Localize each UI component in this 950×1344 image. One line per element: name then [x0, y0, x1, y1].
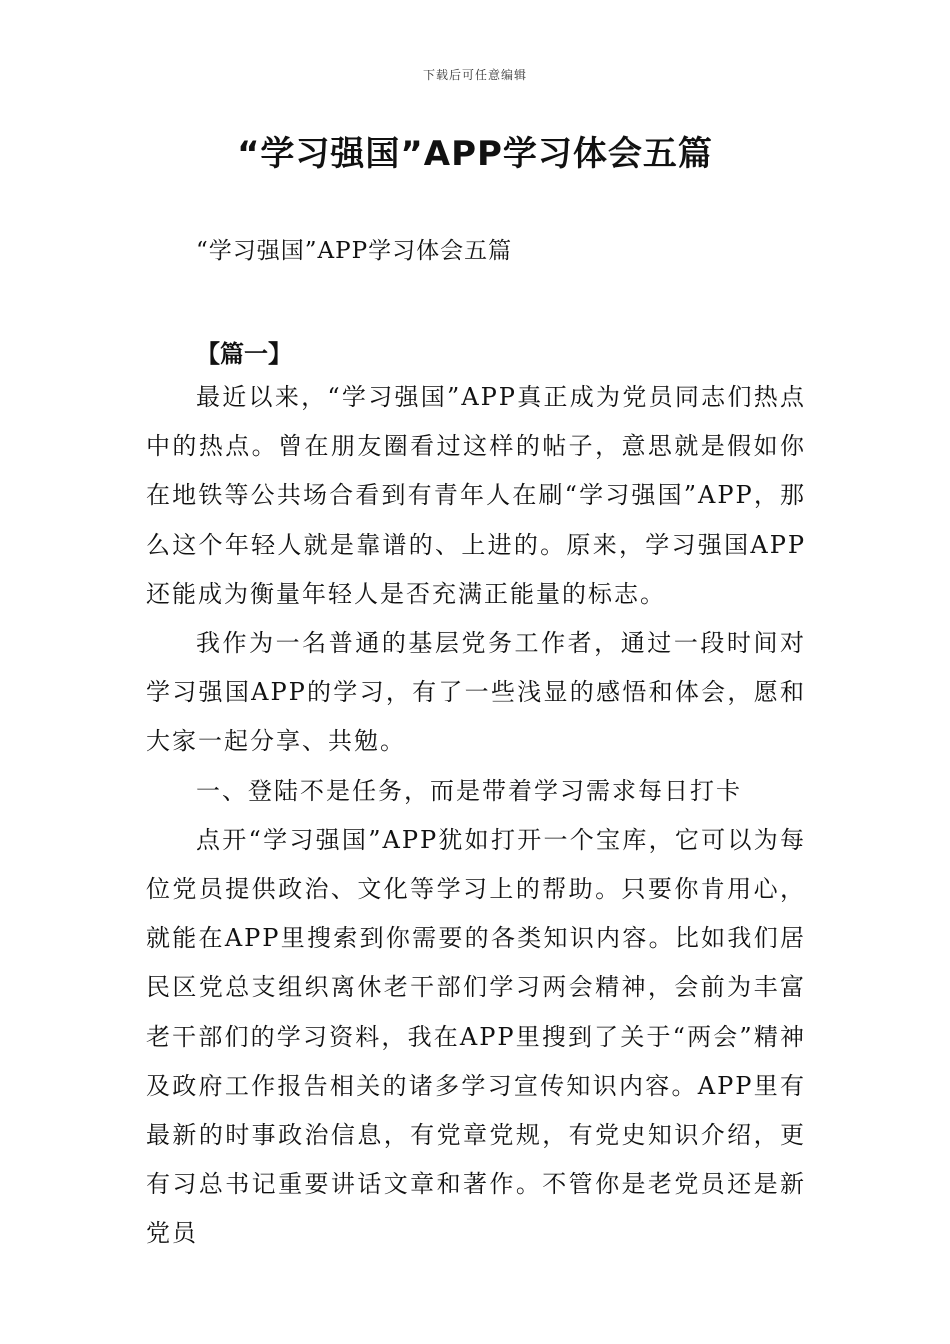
document-subtitle: “学习强国”APP学习体会五篇: [196, 238, 513, 264]
paragraph-1: 最近以来，“学习强国”APP真正成为党员同志们热点中的热点。曾在朋友圈看过这样的帖子，意思就是假如你在地铁等公共场合看到有青年人在刷“学习强国”APP，那么这个年轻人就是靠谱的、上进的。原来，学习强国APP还能成为衡量年轻人是否充满正能量的标志。: [146, 383, 806, 608]
header-note: 下载后可任意编辑: [422, 68, 527, 82]
paragraph-2: 我作为一名普通的基层党务工作者，通过一段时间对学习强国APP的学习，有了一些浅显的感悟和体会，愿和大家一起分享、共勉。: [146, 629, 806, 756]
document-title: “学习强国”APP学习体会五篇: [237, 134, 713, 174]
section-heading: 【篇一】: [196, 339, 292, 368]
paragraph-3-subheading: 一、登陆不是任务，而是带着学习需求每日打卡: [196, 776, 742, 805]
paragraph-4: 点开“学习强国”APP犹如打开一个宝库，它可以为每位党员提供政治、文化等学习上的帮助。只要你肯用心，就能在APP里搜索到你需要的各类知识内容。比如我们居民区党总支组织离休老干部们学习两会精神，会前为丰富老干部们的学习资料，我在APP里搜到了关于“两会”精神及政府工作报告相关的诸多学习宣传知识内容。APP里有最新的时事政治信息，有党章党规，有党史知识介绍，更有习总书记重要讲话文章和著作。不管你是老党员还是新党员: [146, 825, 806, 1248]
document-body: [146, 373, 806, 1259]
